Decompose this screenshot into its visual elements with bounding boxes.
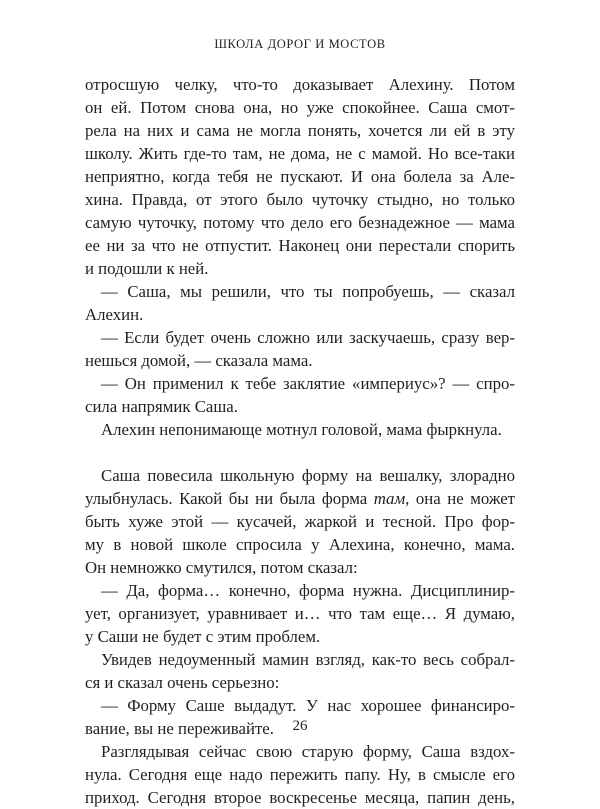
running-head: ШКОЛА ДОРОГ И МОСТОВ	[214, 37, 386, 51]
text-line: ее ни за что не отпустит. Наконец они перестали спорить	[85, 236, 515, 255]
text-line: — Он применил к тебе заклятие «империус»? — спро-	[101, 374, 515, 393]
text-line: нула. Сегодня еще надо пережить папу. Ну, в смысле его	[85, 765, 515, 784]
text-line: самую чуточку, потому что дело его безнадежное — мама	[85, 213, 515, 232]
text-line: Саша повесила школьную форму на вешалку, злорадно	[101, 466, 515, 485]
text-line: Алехин непонимающе мотнул головой, мама фыркнула.	[101, 420, 502, 439]
text-line: ся и сказал очень серьезно:	[85, 673, 280, 692]
text-line: Алехин.	[85, 305, 144, 324]
section-break	[85, 441, 515, 464]
text-fragment: улыбнулась. Какой бы ни была форма	[85, 489, 374, 508]
text-fragment: , она не может	[405, 489, 516, 508]
text-line: Разглядывая сейчас свою старую форму, Саша вздох-	[101, 742, 515, 761]
text-line: му в новой школе спросила у Алехина, конечно, мама.	[85, 535, 515, 554]
text-line: неприятно, когда тебя не пускают. И она болела за Але-	[85, 167, 515, 186]
text-line	[85, 487, 515, 510]
body-text	[85, 73, 515, 809]
text-line: он ей. Потом снова она, но уже спокойнее. Саша смот-	[85, 98, 515, 117]
text-line: Он немножко смутился, потом сказал:	[85, 558, 358, 577]
text-line: Увидев недоуменный мамин взгляд, как-то весь собрал-	[101, 650, 515, 669]
text-line: рела на них и сама не могла понять, хочется ли ей в эту	[85, 121, 515, 140]
text-line: быть хуже этой — кусачей, жаркой и тесной. Про фор-	[85, 512, 515, 531]
text-line: ует, организует, уравнивает и… что там еще… Я думаю,	[85, 604, 515, 623]
text-line: нешься домой, — сказала мама.	[85, 351, 313, 370]
text-line: — Форму Саше выдадут. У нас хорошее финансиро-	[101, 696, 515, 715]
text-line: отросшую челку, что-то доказывает Алехину. Потом	[85, 75, 515, 94]
text-line: и подошли к ней.	[85, 259, 209, 278]
text-line: — Да, форма… конечно, форма нужна. Дисциплинир-	[101, 581, 515, 600]
text-line: у Саши не будет с этим проблем.	[85, 627, 321, 646]
text-line: вание, вы не переживайте.	[85, 719, 274, 738]
italic-word: там	[373, 489, 406, 508]
page-number: 26	[292, 718, 308, 734]
text-line: приход. Сегодня второе воскресенье месяца, папин день,	[85, 788, 515, 807]
text-line: школу. Жить где-то там, не дома, не с мамой. Но все-таки	[85, 144, 515, 163]
text-line: — Если будет очень сложно или заскучаешь, сразу вер-	[101, 328, 515, 347]
text-line: хина. Правда, от этого было чуточку стыдно, но только	[85, 190, 515, 209]
text-line: — Саша, мы решили, что ты попробуешь, — сказал	[101, 282, 515, 301]
text-line: сила напрямик Саша.	[85, 397, 238, 416]
